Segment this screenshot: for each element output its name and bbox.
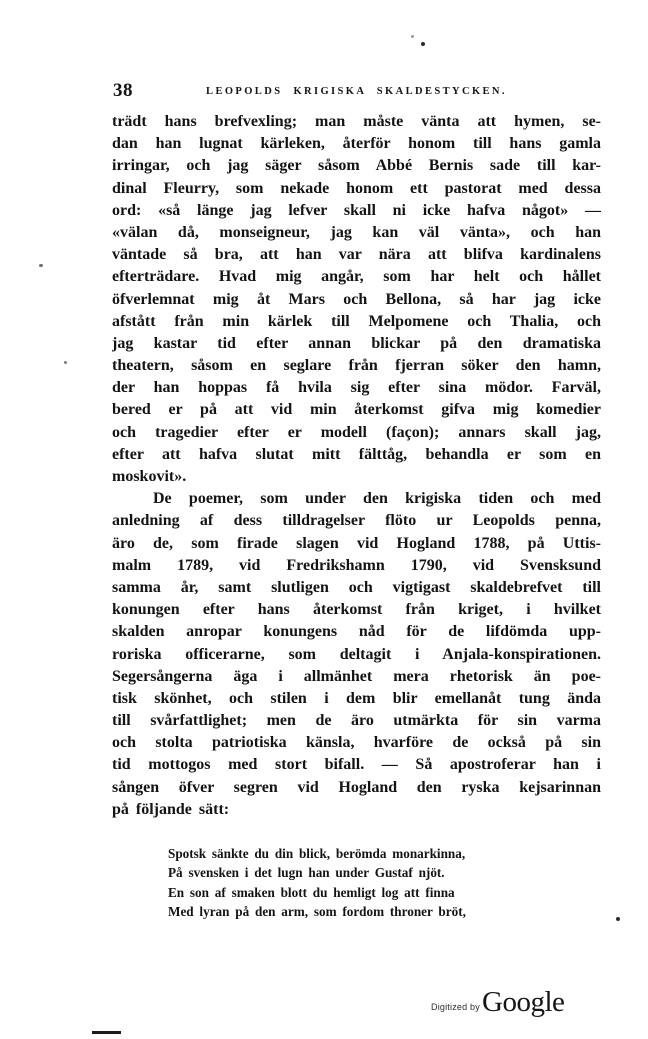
- paragraph-2: [112, 488, 601, 821]
- scan-speck: [616, 917, 620, 921]
- digitized-by-label: Digitized by: [431, 1002, 480, 1012]
- text-line: roriska officerarne, som deltagit i Anjala-konspirationen.: [112, 645, 601, 663]
- scan-speck: [64, 361, 67, 364]
- text-line: äro de, som firade slagen vid Hogland 1788, på Uttis-: [112, 534, 601, 552]
- text-line: samma år, samt slutligen och vigtigast skaldebrefvet till: [112, 578, 601, 596]
- text-line: efterträdare. Hvad mig angår, som har helt och hållet: [112, 268, 601, 286]
- text-line: irringar, och jag säger såsom Abbé Bernis sade till kar-: [112, 157, 601, 175]
- text-line: En son af smaken blott du hemligt log att finna: [168, 884, 455, 900]
- text-line: dinal Fleurry, som nekade honom ett pastorat med dessa: [112, 179, 601, 197]
- text-line: dan han lugnat kärleken, återför honom till hans gamla: [112, 135, 601, 153]
- running-header: [112, 80, 601, 102]
- text-line: konungen efter hans återkomst från kriget, i hvilket: [112, 601, 601, 619]
- text-line: moskovit».: [112, 468, 187, 485]
- text-line: efter att hafva slutat mitt fälttåg, behandla er som en: [112, 445, 601, 463]
- text-line: ord: «så länge jag lefver skall ni icke hafva något» —: [112, 201, 601, 219]
- text-line: sången öfver segren vid Hogland den ryska kejsarinnan: [112, 778, 601, 796]
- google-logo: Google: [482, 986, 565, 1018]
- text-line: väntade så bra, att han var nära att blifva kardinalens: [112, 246, 601, 264]
- text-line: tisk skönhet, och stilen i dem blir emellanåt tung ända: [112, 689, 601, 707]
- text-line: «välan då, monseigneur, jag kan väl vänta», och han: [112, 223, 601, 241]
- body-text-block: [112, 111, 601, 821]
- paragraph-1: [112, 111, 601, 488]
- margin-mark: [92, 1031, 121, 1034]
- scan-speck: [421, 42, 425, 46]
- text-line: afstått från min kärlek till Melpomene och Thalia, och: [112, 312, 601, 330]
- text-line: der han hoppas få hvila sig efter sina mödor. Farväl,: [112, 379, 601, 397]
- scan-speck: [39, 264, 43, 267]
- page-number: 38: [113, 80, 133, 101]
- verse-quotation: [168, 844, 466, 922]
- text-line: På svensken i det lugn han under Gustaf njöt.: [168, 865, 445, 881]
- text-line: på följande sätt:: [112, 800, 230, 818]
- text-line: till svårfattlighet; men de äro utmärkta för sin varma: [112, 712, 601, 730]
- text-line: trädt hans brefvexling; man måste vänta att hymen, se-: [112, 113, 601, 130]
- text-line: tid mottogos med stort bifall. — Så apostroferar han i: [112, 756, 601, 774]
- text-line: malm 1789, vid Fredrikshamn 1790, vid Svensksund: [112, 556, 601, 574]
- scan-speck: [411, 35, 414, 38]
- text-line: Spotsk sänkte du din blick, berömda monarkinna,: [168, 846, 466, 861]
- text-line: anledning af dess tilldragelser flöto ur Leopolds penna,: [112, 512, 601, 530]
- text-line: Segersångerna äga i allmänhet mera rhetorisk än poe-: [112, 667, 601, 685]
- text-line: De poemer, som under den krigiska tiden och med: [153, 490, 601, 508]
- page-footer: [0, 988, 648, 1028]
- text-line: skalden anropar konungens nåd för de lifdömda upp-: [112, 623, 601, 641]
- text-line: öfverlemnat mig åt Mars och Bellona, så har jag icke: [112, 290, 601, 308]
- text-line: Med lyran på den arm, som fordom throner bröt,: [168, 904, 466, 920]
- text-line: bered er på att vid min återkomst gifva mig komedier: [112, 401, 601, 419]
- running-header-title: LEOPOLDS KRIGISKA SKALDESTYCKEN.: [206, 86, 507, 97]
- text-line: jag kastar tid efter annan blickar på den dramatiska: [112, 334, 601, 352]
- text-line: theatern, såsom en seglare från fjerran söker den hamn,: [112, 357, 601, 375]
- text-line: och stolta patriotiska känsla, hvarföre de också på sin: [112, 734, 601, 752]
- text-line: och tragedier efter er modell (façon); annars skall jag,: [112, 423, 601, 441]
